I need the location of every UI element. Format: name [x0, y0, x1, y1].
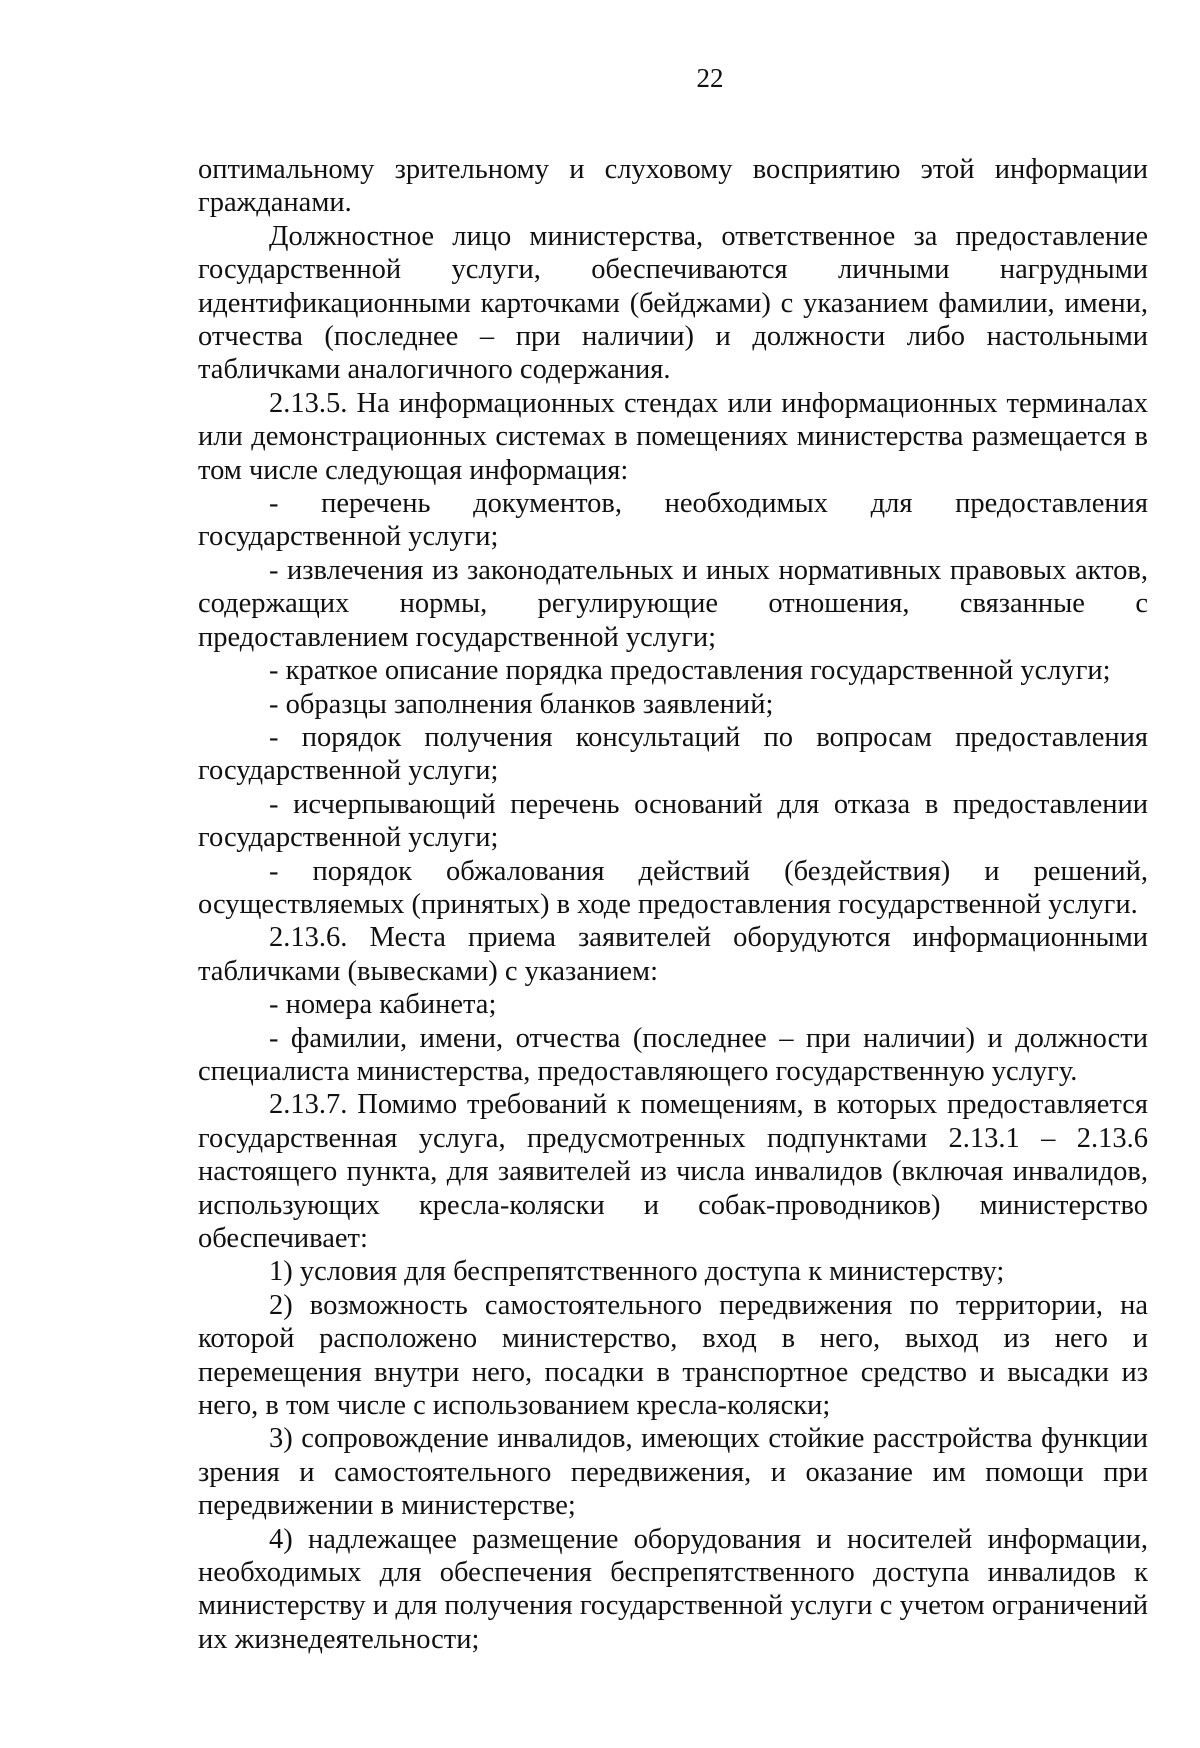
paragraph-2-13-6: 2.13.6. Места приема заявителей оборудуются информационными табличками (вывесками) с указанием:: [198, 922, 1148, 987]
list-item: - фамилии, имени, отчества (последнее – при наличии) и должности специалиста министерства, предоставляющего государственную услугу.: [198, 1022, 1148, 1087]
list-item: - образцы заполнения бланков заявлений;: [269, 688, 774, 720]
paragraph-2-13-7: 2.13.7. Помимо требований к помещениям, в которых предоставляется государственная услуга, предусмотренных подпунктами 2.13.1 – 2.13.6 настоящего пункта, для заявителей из числа инвалидов (включая инвалидов, использующих кресла-коляски и собак-проводников) министерство обеспечивает:: [198, 1089, 1148, 1254]
paragraph-continuation: оптимальному зрительному и слуховому восприятию этой информации гражданами.: [198, 154, 1148, 219]
numbered-item: 4) надлежащее размещение оборудования и носителей информации, необходимых для обеспечения беспрепятственного доступа инвалидов к министерству и для получения государственной услуги с учетом ограничений их жизнедеятельности;: [198, 1523, 1148, 1655]
paragraph-2-13-5: 2.13.5. На информационных стендах или информационных терминалах или демонстрационных системах в помещениях министерства размещается в том числе следующая информация:: [198, 387, 1148, 486]
list-item: - исчерпывающий перечень оснований для отказа в предоставлении государственной услуги;: [198, 788, 1148, 854]
numbered-item: 2) возможность самостоятельного передвижения по территории, на которой расположено министерство, вход в него, выход из него и перемещения внутри него, посадки в транспортное средство и высадки из него, в том числе с использованием кресла-коляски;: [198, 1289, 1148, 1422]
page-number: 22: [696, 63, 724, 93]
list-item: - перечень документов, необходимых для предоставления государственной услуги;: [198, 488, 1148, 553]
list-item: - извлечения из законодательных и иных нормативных правовых актов, содержащих нормы, регулирующие отношения, связанные с предоставлением государственной услуги;: [198, 554, 1148, 653]
paragraph-official-badges: Должностное лицо министерства, ответственное за предоставление государственной услуги, обеспечиваются личными нагрудными идентификационными карточками (бейджами) с указанием фамилии, имени, отчества (последнее – при наличии) и должности либо настольными табличками аналогичного содержания.: [198, 220, 1148, 386]
list-item: - краткое описание порядка предоставления государственной услуги;: [269, 655, 1111, 687]
document-body: [198, 153, 1148, 1656]
numbered-item: 3) сопровождение инвалидов, имеющих стойкие расстройства функции зрения и самостоятельного передвижения, и оказание им помощи при передвижении в министерстве;: [198, 1423, 1148, 1522]
list-item: - порядок обжалования действий (бездействия) и решений, осуществляемых (принятых) в ходе предоставления государственной услуги.: [198, 855, 1148, 920]
list-item: - порядок получения консультаций по вопросам предоставления государственной услуги;: [198, 721, 1148, 787]
numbered-item: 1) условия для беспрепятственного доступа к министерству;: [269, 1256, 1005, 1288]
list-item: - номера кабинета;: [269, 989, 497, 1021]
